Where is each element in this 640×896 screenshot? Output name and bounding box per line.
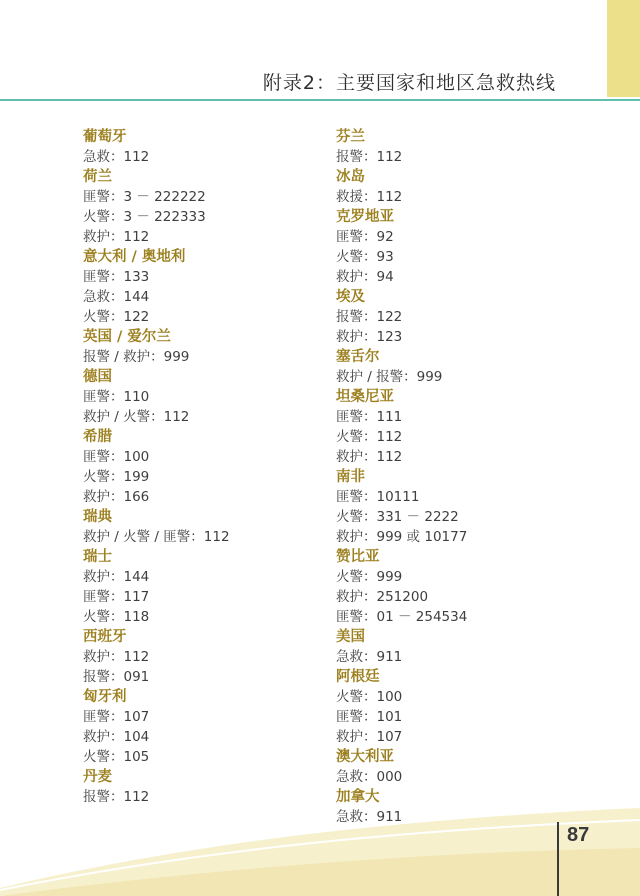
country-name: 丹麦: [83, 769, 112, 785]
hotline-number: 救护 / 报警：999: [336, 369, 443, 385]
page-number-divider: [557, 822, 559, 896]
page-number: 87: [567, 824, 590, 846]
page-title: 附录2：主要国家和地区急救热线: [262, 72, 556, 94]
hotline-number: 匪警：107: [83, 709, 150, 725]
hotline-number: 救护：999 或 10177: [336, 529, 468, 545]
hotline-number: 匪警：101: [336, 709, 403, 725]
country-name: 美国: [336, 629, 365, 645]
country-entry: [336, 207, 556, 287]
hotline-number: 救护 / 火警 / 匪警：112: [83, 529, 230, 545]
country-name: 冰岛: [336, 169, 365, 185]
hotline-number: 急救：112: [83, 149, 150, 165]
hotline-number: 救护：112: [336, 449, 403, 465]
hotline-number: 报警：122: [336, 309, 403, 325]
country-name: 南非: [336, 469, 365, 485]
country-name: 希腊: [83, 429, 112, 445]
country-name: 塞舌尔: [336, 349, 380, 365]
hotline-number: 急救：144: [83, 289, 150, 305]
country-name: 葡萄牙: [83, 129, 127, 145]
hotline-number: 报警 / 救护：999: [83, 349, 190, 365]
hotline-number: 火警：112: [336, 429, 403, 445]
country-name: 瑞典: [83, 509, 112, 525]
country-entry: [336, 627, 556, 667]
hotline-number: 匪警：133: [83, 269, 150, 285]
hotline-number: 火警：331 － 2222: [336, 509, 459, 525]
country-name: 匈牙利: [83, 689, 127, 705]
hotline-number: 火警：3 － 222333: [83, 209, 206, 225]
hotline-number: 火警：999: [336, 569, 403, 585]
country-name: 德国: [83, 369, 112, 385]
hotline-number: 火警：118: [83, 609, 150, 625]
hotline-number: 匪警：92: [336, 229, 394, 245]
hotline-number: 匪警：110: [83, 389, 150, 405]
country-entry: [83, 127, 303, 167]
country-entry: [336, 167, 556, 207]
country-name: 意大利 / 奥地利: [83, 249, 186, 265]
country-entry: [336, 387, 556, 467]
country-name: 澳大利亚: [336, 749, 394, 765]
hotline-number: 火警：93: [336, 249, 394, 265]
country-entry: [336, 347, 556, 387]
hotline-number: 救护：144: [83, 569, 150, 585]
left-column: [83, 127, 303, 807]
hotline-number: 匪警：10111: [336, 489, 420, 505]
country-entry: [83, 167, 303, 247]
country-entry: [83, 687, 303, 767]
hotline-number: 急救：000: [336, 769, 403, 785]
country-entry: [336, 547, 556, 627]
country-entry: [83, 247, 303, 327]
hotline-number: 急救：911: [336, 649, 403, 665]
hotline-number: 救护：112: [83, 649, 150, 665]
hotline-number: 救护：94: [336, 269, 394, 285]
hotline-number: 匪警：01 － 254534: [336, 609, 468, 625]
country-name: 埃及: [336, 289, 365, 305]
hotline-number: 急救：911: [336, 809, 403, 825]
hotline-number: 救护：166: [83, 489, 150, 505]
country-name: 英国 / 爱尔兰: [83, 329, 171, 345]
country-name: 加拿大: [336, 789, 380, 805]
hotline-number: 匪警：100: [83, 449, 150, 465]
country-name: 阿根廷: [336, 669, 380, 685]
country-entry: [336, 467, 556, 547]
bottom-wave-decoration: [0, 790, 640, 896]
hotline-number: 救护：251200: [336, 589, 429, 605]
hotline-number: 救援：112: [336, 189, 403, 205]
hotline-number: 火警：199: [83, 469, 150, 485]
hotline-number: 救护：107: [336, 729, 403, 745]
country-entry: [336, 747, 556, 787]
right-column: [336, 127, 556, 827]
country-name: 荷兰: [83, 169, 112, 185]
chapter-tab: [607, 0, 640, 97]
hotline-number: 救护 / 火警：112: [83, 409, 190, 425]
country-entry: [83, 627, 303, 687]
country-name: 瑞士: [83, 549, 112, 565]
country-entry: [83, 427, 303, 507]
country-name: 西班牙: [83, 629, 127, 645]
country-name: 坦桑尼亚: [336, 389, 394, 405]
hotline-number: 报警：112: [336, 149, 403, 165]
country-entry: [83, 367, 303, 427]
country-name: 赞比亚: [336, 549, 380, 565]
hotline-number: 救护：104: [83, 729, 150, 745]
country-entry: [336, 287, 556, 347]
hotline-number: 报警：091: [83, 669, 150, 685]
country-entry: [83, 327, 303, 367]
hotline-number: 火警：122: [83, 309, 150, 325]
country-name: 芬兰: [336, 129, 365, 145]
hotline-number: 匪警：111: [336, 409, 403, 425]
hotline-number: 救护：112: [83, 229, 150, 245]
header-divider: [0, 99, 640, 101]
hotline-number: 匪警：117: [83, 589, 150, 605]
country-entry: [336, 127, 556, 167]
hotline-number: 救护：123: [336, 329, 403, 345]
hotline-number: 报警：112: [83, 789, 150, 805]
country-entry: [336, 667, 556, 747]
hotline-number: 匪警：3 － 222222: [83, 189, 206, 205]
hotline-number: 火警：100: [336, 689, 403, 705]
country-entry: [83, 507, 303, 547]
country-name: 克罗地亚: [336, 209, 394, 225]
hotline-number: 火警：105: [83, 749, 150, 765]
country-entry: [83, 547, 303, 627]
